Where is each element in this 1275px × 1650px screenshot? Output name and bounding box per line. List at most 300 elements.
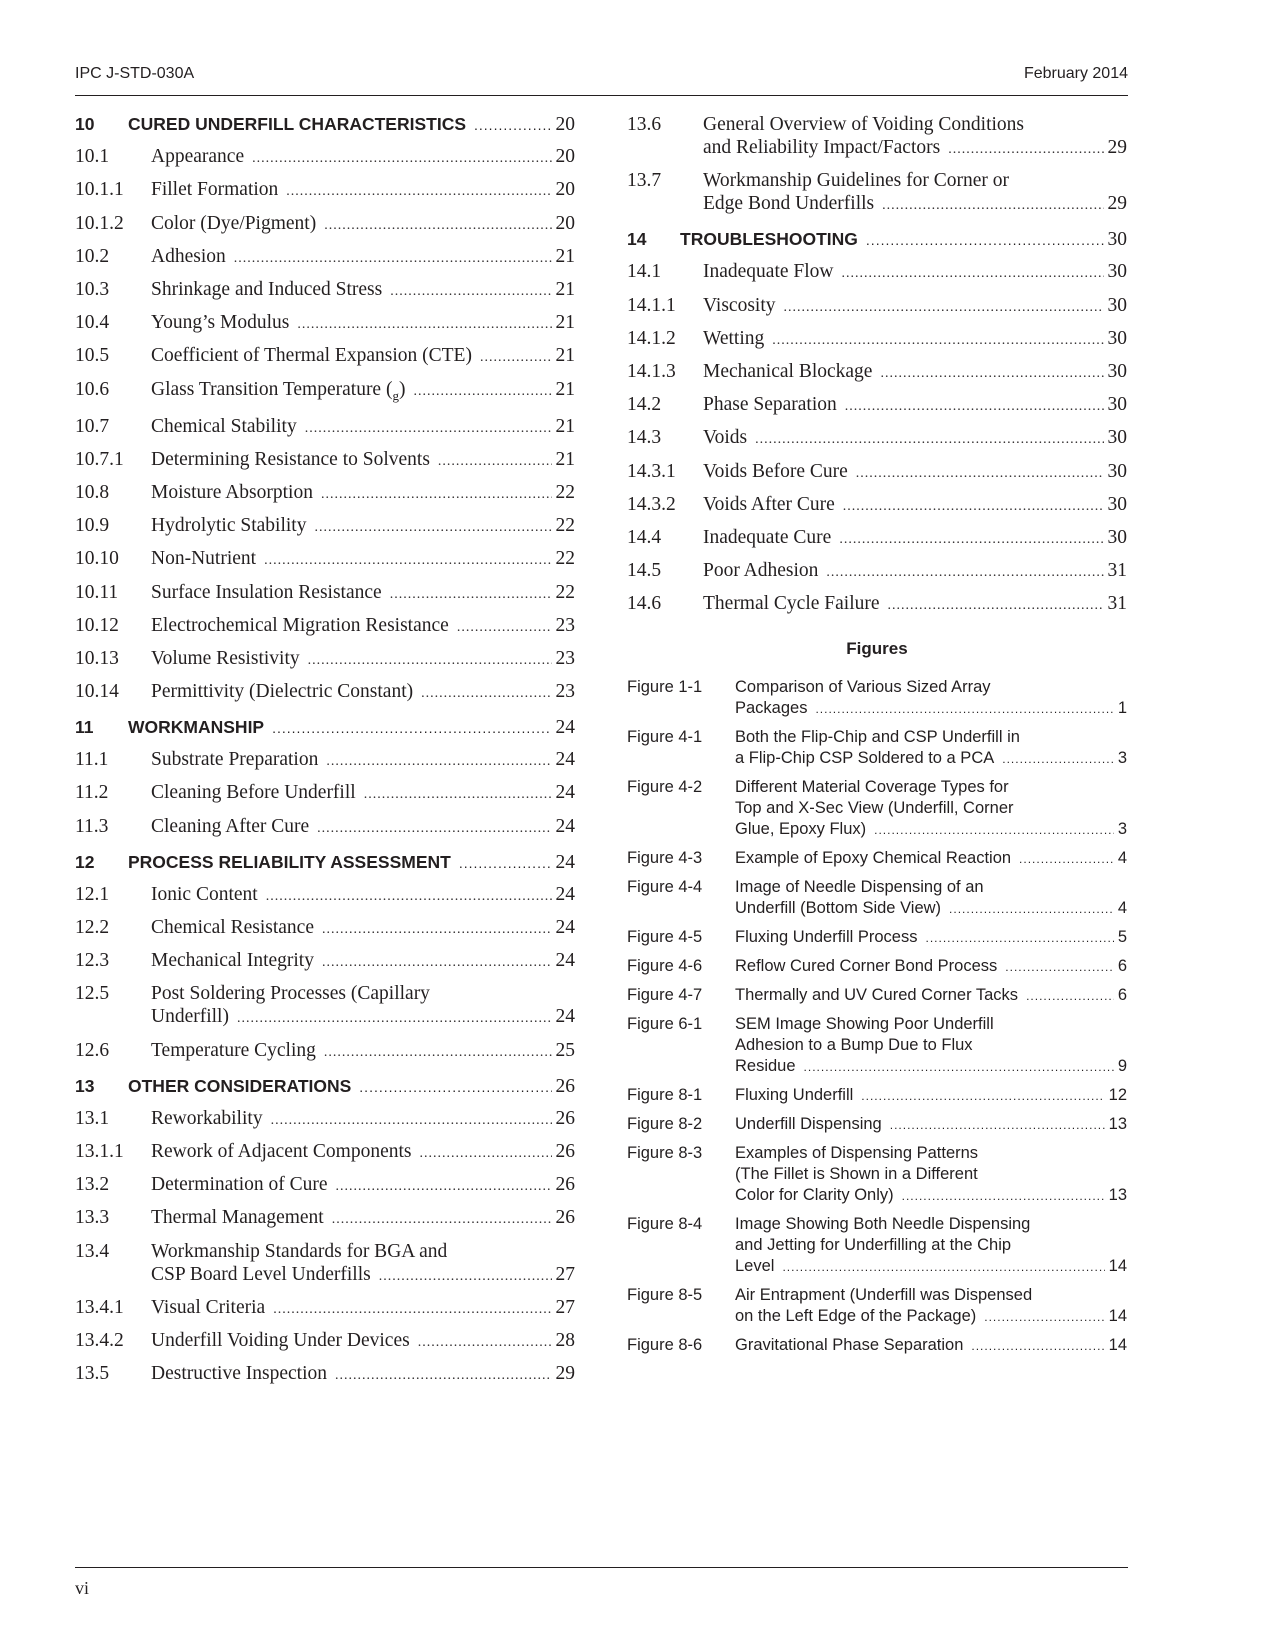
toc-entry[interactable]	[627, 327, 1127, 352]
entry-line	[151, 1005, 575, 1030]
dot-leader	[379, 1265, 552, 1288]
entry-line	[703, 559, 1127, 584]
dot-leader	[839, 528, 1103, 551]
entry-title: Voids	[703, 427, 748, 449]
toc-section-heading[interactable]	[75, 716, 575, 740]
dot-leader	[326, 750, 551, 773]
entry-body	[151, 547, 575, 572]
toc-entry[interactable]	[75, 547, 575, 572]
entry-line	[735, 1335, 1127, 1357]
page-ref: 28	[555, 1329, 575, 1351]
entry-line	[735, 985, 1127, 1007]
entry-body	[151, 815, 575, 840]
dot-leader	[925, 928, 1113, 949]
dot-leader	[273, 1298, 551, 1321]
dot-leader	[815, 699, 1113, 720]
toc-entry[interactable]	[75, 1107, 575, 1132]
entry-body	[151, 1296, 575, 1321]
entry-body	[735, 1285, 1127, 1328]
entry-line	[703, 260, 1127, 285]
entry-title: Post Soldering Processes (Capillary	[151, 983, 430, 1005]
dot-leader	[308, 649, 552, 672]
entry-body	[151, 311, 575, 336]
entry-title: Visual Criteria	[151, 1296, 266, 1318]
entry-body	[703, 393, 1127, 418]
dot-leader	[890, 1115, 1105, 1136]
page-ref: 22	[555, 515, 575, 537]
page-ref: 20	[555, 114, 575, 135]
figures-heading: Figures	[846, 639, 908, 659]
toc-entry[interactable]	[75, 1296, 575, 1321]
entry-line	[703, 169, 1127, 192]
entry-title: Mechanical Integrity	[151, 950, 314, 972]
entry-body	[151, 344, 575, 369]
dot-leader	[252, 147, 551, 170]
entry-title: OTHER CONSIDERATIONS	[128, 1075, 352, 1096]
entry-line	[735, 698, 1127, 720]
entry-body	[151, 1107, 575, 1132]
entry-title: Wetting	[703, 327, 765, 349]
figure-entry[interactable]	[627, 1114, 1127, 1136]
figure-entry[interactable]	[627, 985, 1127, 1007]
entry-body	[680, 228, 1127, 252]
dot-leader	[755, 428, 1103, 451]
entry-title: Packages	[735, 699, 808, 718]
dot-leader	[880, 362, 1103, 385]
entry-line	[151, 344, 575, 369]
entry-title: Fluxing Underfill Process	[735, 928, 918, 947]
dot-leader	[413, 380, 551, 403]
entry-line	[128, 716, 575, 740]
toc-entry[interactable]	[75, 680, 575, 705]
dot-leader	[364, 783, 552, 806]
entry-title: Non-Nutrient	[151, 548, 257, 570]
entry-body	[703, 460, 1127, 485]
page-ref: 24	[555, 883, 575, 905]
toc-entry[interactable]	[75, 815, 575, 840]
dot-leader	[845, 395, 1104, 418]
section-number: 12.5	[75, 983, 110, 1005]
toc-entry[interactable]	[75, 949, 575, 974]
toc-entry[interactable]	[75, 1173, 575, 1198]
toc-entry[interactable]	[75, 415, 575, 440]
toc-entry[interactable]	[75, 1140, 575, 1165]
dot-leader	[772, 329, 1103, 352]
document-id: IPC J-STD-030A	[75, 65, 195, 82]
entry-body	[151, 614, 575, 639]
page-ref: 24	[555, 851, 575, 873]
toc-entry[interactable]	[627, 360, 1127, 385]
toc-entry[interactable]	[627, 493, 1127, 518]
page-ref: 23	[555, 681, 575, 703]
figure-entry[interactable]	[627, 877, 1127, 920]
entry-line	[151, 883, 575, 908]
figure-number: Figure 4-5	[627, 928, 703, 947]
dot-leader	[826, 561, 1103, 584]
entry-title: Edge Bond Underfills	[703, 193, 875, 215]
entry-body	[151, 1329, 575, 1354]
dot-leader	[264, 549, 551, 572]
page-ref: 5	[1117, 928, 1127, 947]
entry-line	[703, 360, 1127, 385]
dot-leader	[322, 918, 552, 941]
entry-title: (The Fillet is Shown in a Different	[735, 1165, 978, 1184]
entry-line	[735, 1306, 1127, 1328]
figure-entry[interactable]	[627, 1143, 1127, 1207]
toc-entry[interactable]	[627, 426, 1127, 451]
entry-body	[128, 851, 575, 875]
figure-number: Figure 1-1	[627, 678, 703, 697]
section-number: 10.6	[75, 378, 110, 400]
section-number: 10.2	[75, 245, 110, 267]
page-number: vi	[75, 1578, 90, 1598]
toc-entry[interactable]	[627, 260, 1127, 285]
entry-line	[151, 1107, 575, 1132]
figure-entry[interactable]	[627, 1214, 1127, 1278]
entry-title: Level	[735, 1257, 775, 1276]
page-footer	[75, 1567, 1128, 1598]
entry-line	[735, 1185, 1127, 1207]
page-ref: 30	[1107, 493, 1127, 515]
page-ref: 24	[555, 815, 575, 837]
entry-line	[735, 798, 1127, 819]
dot-leader	[317, 817, 551, 840]
toc-entry[interactable]	[75, 448, 575, 473]
figure-number: Figure 8-1	[627, 1086, 703, 1105]
page-ref: 26	[555, 1207, 575, 1229]
dot-leader	[861, 1086, 1104, 1107]
entry-line	[735, 777, 1127, 798]
toc-entry[interactable]	[75, 647, 575, 672]
entry-body	[735, 956, 1127, 978]
toc-entry[interactable]	[75, 481, 575, 506]
entry-body	[703, 526, 1127, 551]
entry-body	[128, 113, 575, 137]
toc-entry[interactable]	[75, 344, 575, 369]
page-ref: 13	[1108, 1115, 1127, 1134]
page-ref: 21	[555, 448, 575, 470]
entry-body	[151, 680, 575, 705]
entry-line	[151, 647, 575, 672]
dot-leader	[271, 1109, 552, 1132]
entry-line	[151, 982, 575, 1005]
entry-body	[151, 647, 575, 672]
entry-body	[151, 916, 575, 941]
toc-entry[interactable]	[75, 748, 575, 773]
entry-title: a Flip-Chip CSP Soldered to a PCA	[735, 749, 995, 768]
entry-line	[151, 1329, 575, 1354]
page-ref: 30	[1107, 229, 1127, 251]
figure-entry[interactable]	[627, 1014, 1127, 1078]
entry-title: Underfill)	[151, 1006, 229, 1028]
page-ref: 12	[1108, 1086, 1127, 1105]
figure-entry[interactable]	[627, 1285, 1127, 1328]
entry-body	[151, 1039, 575, 1064]
section-number: 12.6	[75, 1039, 110, 1061]
entry-title: Thermally and UV Cured Corner Tacks	[735, 986, 1019, 1005]
figure-entry[interactable]	[627, 1335, 1127, 1357]
entry-title: Voids After Cure	[703, 493, 835, 515]
section-number: 14.1.2	[627, 327, 676, 349]
entry-body	[151, 278, 575, 303]
toc-entry[interactable]	[75, 278, 575, 303]
page-ref: 21	[555, 245, 575, 267]
figure-number: Figure 8-5	[627, 1286, 703, 1305]
entry-body	[151, 949, 575, 974]
page-ref: 21	[555, 415, 575, 437]
entry-line	[735, 748, 1127, 770]
entry-title: Gravitational Phase Separation	[735, 1336, 964, 1355]
entry-title: Voids Before Cure	[703, 460, 848, 482]
toc-entry[interactable]	[75, 1329, 575, 1354]
toc-entry[interactable]	[75, 311, 575, 336]
entry-title: Glass Transition Temperature $(_g)$	[151, 378, 406, 403]
entry-line	[128, 113, 575, 137]
section-number: 13.3	[75, 1207, 110, 1229]
document-date: February 2014	[1023, 65, 1128, 82]
dot-leader	[438, 450, 552, 473]
entry-body	[735, 1014, 1127, 1078]
entry-title: Adhesion	[151, 245, 226, 267]
toc-entry[interactable]	[75, 514, 575, 539]
section-number: 11.3	[75, 815, 109, 837]
section-number: 10.12	[75, 614, 119, 636]
entry-body	[735, 1085, 1127, 1107]
section-number: 10.3	[75, 278, 110, 300]
entry-title: Image Showing Both Needle Dispensing	[735, 1215, 1031, 1234]
dot-leader	[322, 951, 552, 974]
dot-leader	[784, 296, 1104, 319]
dot-leader	[874, 820, 1114, 841]
toc-entry[interactable]	[75, 614, 575, 639]
section-number: 13	[75, 1075, 95, 1096]
entry-line	[703, 294, 1127, 319]
page-ref: 24	[555, 749, 575, 771]
entry-body	[151, 1206, 575, 1231]
entry-title: Underfill Dispensing	[735, 1115, 882, 1134]
entry-line	[703, 460, 1127, 485]
entry-line	[703, 192, 1127, 217]
toc-entry[interactable]	[627, 526, 1127, 551]
entry-line	[735, 1214, 1127, 1235]
entry-line	[703, 327, 1127, 352]
section-number: 13.4.2	[75, 1329, 124, 1351]
toc-entry[interactable]	[75, 212, 575, 237]
section-number: 10.5	[75, 345, 110, 367]
toc-section-heading[interactable]	[75, 113, 575, 137]
dot-leader	[272, 717, 551, 740]
page-ref: 26	[555, 1107, 575, 1129]
toc-entry[interactable]	[75, 581, 575, 606]
toc-entry[interactable]	[627, 393, 1127, 418]
entry-body	[735, 677, 1127, 720]
entry-title: Destructive Inspection	[151, 1363, 327, 1385]
dot-leader	[321, 483, 552, 506]
entry-title: WORKMANSHIP	[128, 717, 265, 738]
figure-number: Figure 4-6	[627, 957, 703, 976]
page-ref: 22	[555, 481, 575, 503]
entry-title: Electrochemical Migration Resistance	[151, 614, 449, 636]
dot-leader	[1005, 957, 1114, 978]
toc-section-heading[interactable]	[627, 228, 1127, 252]
entry-line	[735, 898, 1127, 920]
entry-title: Top and X-Sec View (Underfill, Corner	[735, 799, 1014, 818]
page-ref: 24	[555, 717, 575, 739]
entry-title: Cleaning After Cure	[151, 815, 310, 837]
toc-entry[interactable]	[75, 1240, 575, 1288]
dot-leader	[420, 1142, 552, 1165]
dot-leader	[782, 1257, 1104, 1278]
entry-line	[735, 956, 1127, 978]
entry-body	[151, 448, 575, 473]
figure-number: Figure 8-2	[627, 1115, 703, 1134]
entry-line	[151, 748, 575, 773]
entry-line	[151, 311, 575, 336]
page-ref: 14	[1108, 1307, 1127, 1326]
entry-title: Underfill Voiding Under Devices	[151, 1329, 410, 1351]
entry-line	[703, 526, 1127, 551]
entry-line	[735, 1085, 1127, 1107]
entry-line	[735, 927, 1127, 949]
toc-right-column	[627, 113, 1127, 1364]
toc-entry[interactable]	[75, 378, 575, 407]
page-ref: 30	[1107, 327, 1127, 349]
toc-entry[interactable]	[627, 113, 1127, 161]
toc-section-heading[interactable]	[75, 851, 575, 875]
dot-leader	[1019, 849, 1114, 870]
entry-body	[151, 781, 575, 806]
page-ref: 29	[1107, 193, 1127, 215]
toc-section-heading[interactable]	[75, 1075, 575, 1099]
section-number: 10.4	[75, 312, 110, 334]
entry-body	[735, 985, 1127, 1007]
entry-line	[735, 1035, 1127, 1056]
entry-body	[128, 1075, 575, 1099]
page-ref: 14	[1108, 1336, 1127, 1355]
entry-title: Comparison of Various Sized Array	[735, 678, 991, 697]
section-number: 11	[75, 717, 94, 738]
toc-entry[interactable]	[75, 245, 575, 270]
toc-entry[interactable]	[627, 169, 1127, 217]
dot-leader	[332, 1208, 552, 1231]
dot-leader	[390, 280, 551, 303]
section-number: 14.3.1	[627, 460, 676, 482]
toc-entry[interactable]	[627, 559, 1127, 584]
entry-title: Inadequate Cure	[703, 526, 832, 548]
toc-entry[interactable]	[627, 460, 1127, 485]
page-ref: 4	[1117, 849, 1127, 868]
toc-entry[interactable]	[75, 1362, 575, 1387]
entry-line	[151, 815, 575, 840]
entry-title: Poor Adhesion	[703, 560, 819, 582]
figure-number: Figure 8-3	[627, 1144, 703, 1163]
toc-entry[interactable]	[627, 592, 1127, 617]
toc-entry[interactable]	[75, 982, 575, 1030]
entry-title: Phase Separation	[703, 394, 837, 416]
toc-entry[interactable]	[75, 781, 575, 806]
figure-entry[interactable]	[627, 777, 1127, 841]
page-ref: 26	[555, 1140, 575, 1162]
entry-line	[735, 877, 1127, 898]
entry-title: Determination of Cure	[151, 1174, 328, 1196]
entry-line	[151, 1296, 575, 1321]
toc-entry[interactable]	[75, 145, 575, 170]
entry-title: Thermal Cycle Failure	[703, 593, 880, 615]
entry-line	[703, 136, 1127, 161]
entry-line	[151, 448, 575, 473]
entry-title: Young’s Modulus	[151, 312, 290, 334]
entry-title: TROUBLESHOOTING	[680, 229, 858, 250]
entry-title: Moisture Absorption	[151, 481, 313, 503]
entry-body	[735, 1214, 1127, 1278]
toc-right-entries	[627, 113, 1127, 617]
dot-leader	[1002, 749, 1114, 770]
entry-body	[151, 378, 575, 407]
entry-body	[151, 1240, 575, 1288]
section-number: 13.4.1	[75, 1296, 124, 1318]
dot-leader	[390, 583, 552, 606]
entry-title: Examples of Dispensing Patterns	[735, 1144, 979, 1163]
figure-entry[interactable]	[627, 727, 1127, 770]
entry-line	[151, 1140, 575, 1165]
entry-title: Appearance	[151, 146, 245, 168]
page-ref: 22	[555, 581, 575, 603]
entry-body	[151, 481, 575, 506]
page-ref: 4	[1117, 899, 1127, 918]
entry-body	[151, 1362, 575, 1387]
entry-body	[735, 1114, 1127, 1136]
entry-body	[151, 245, 575, 270]
entry-line	[128, 851, 575, 875]
page-ref: 29	[555, 1363, 575, 1385]
toc-entry[interactable]	[627, 294, 1127, 319]
figure-entry[interactable]	[627, 677, 1127, 720]
entry-line	[680, 228, 1127, 252]
section-number: 10.1.2	[75, 212, 124, 234]
figure-entry[interactable]	[627, 927, 1127, 949]
entry-title: Color for Clarity Only)	[735, 1186, 894, 1205]
figure-entry[interactable]	[627, 848, 1127, 870]
figure-entry[interactable]	[627, 956, 1127, 978]
dot-leader	[305, 417, 552, 440]
dot-leader	[888, 594, 1104, 617]
entry-title: Underfill (Bottom Side View)	[735, 899, 942, 918]
section-number: 13.6	[627, 114, 662, 135]
entry-body	[151, 748, 575, 773]
entry-body	[151, 1140, 575, 1165]
entry-body	[151, 883, 575, 908]
toc-entry[interactable]	[75, 178, 575, 203]
entry-line	[735, 1114, 1127, 1136]
entry-line	[151, 514, 575, 539]
toc-entry[interactable]	[75, 916, 575, 941]
section-number: 14.3.2	[627, 493, 676, 515]
entry-title: Fluxing Underfill	[735, 1086, 854, 1105]
toc-entry[interactable]	[75, 1206, 575, 1231]
entry-title: CSP Board Level Underfills	[151, 1263, 371, 1285]
figure-number: Figure 8-6	[627, 1336, 703, 1355]
figure-entry[interactable]	[627, 1085, 1127, 1107]
page-ref: 30	[1107, 427, 1127, 449]
dot-leader	[902, 1186, 1105, 1207]
section-number: 12.2	[75, 917, 110, 939]
toc-entry[interactable]	[75, 883, 575, 908]
entry-title: Air Entrapment (Underfill was Dispensed	[735, 1286, 1033, 1305]
dot-leader	[984, 1307, 1104, 1328]
entry-body	[735, 727, 1127, 770]
entry-title: Ionic Content	[151, 883, 258, 905]
toc-entry[interactable]	[75, 1039, 575, 1064]
